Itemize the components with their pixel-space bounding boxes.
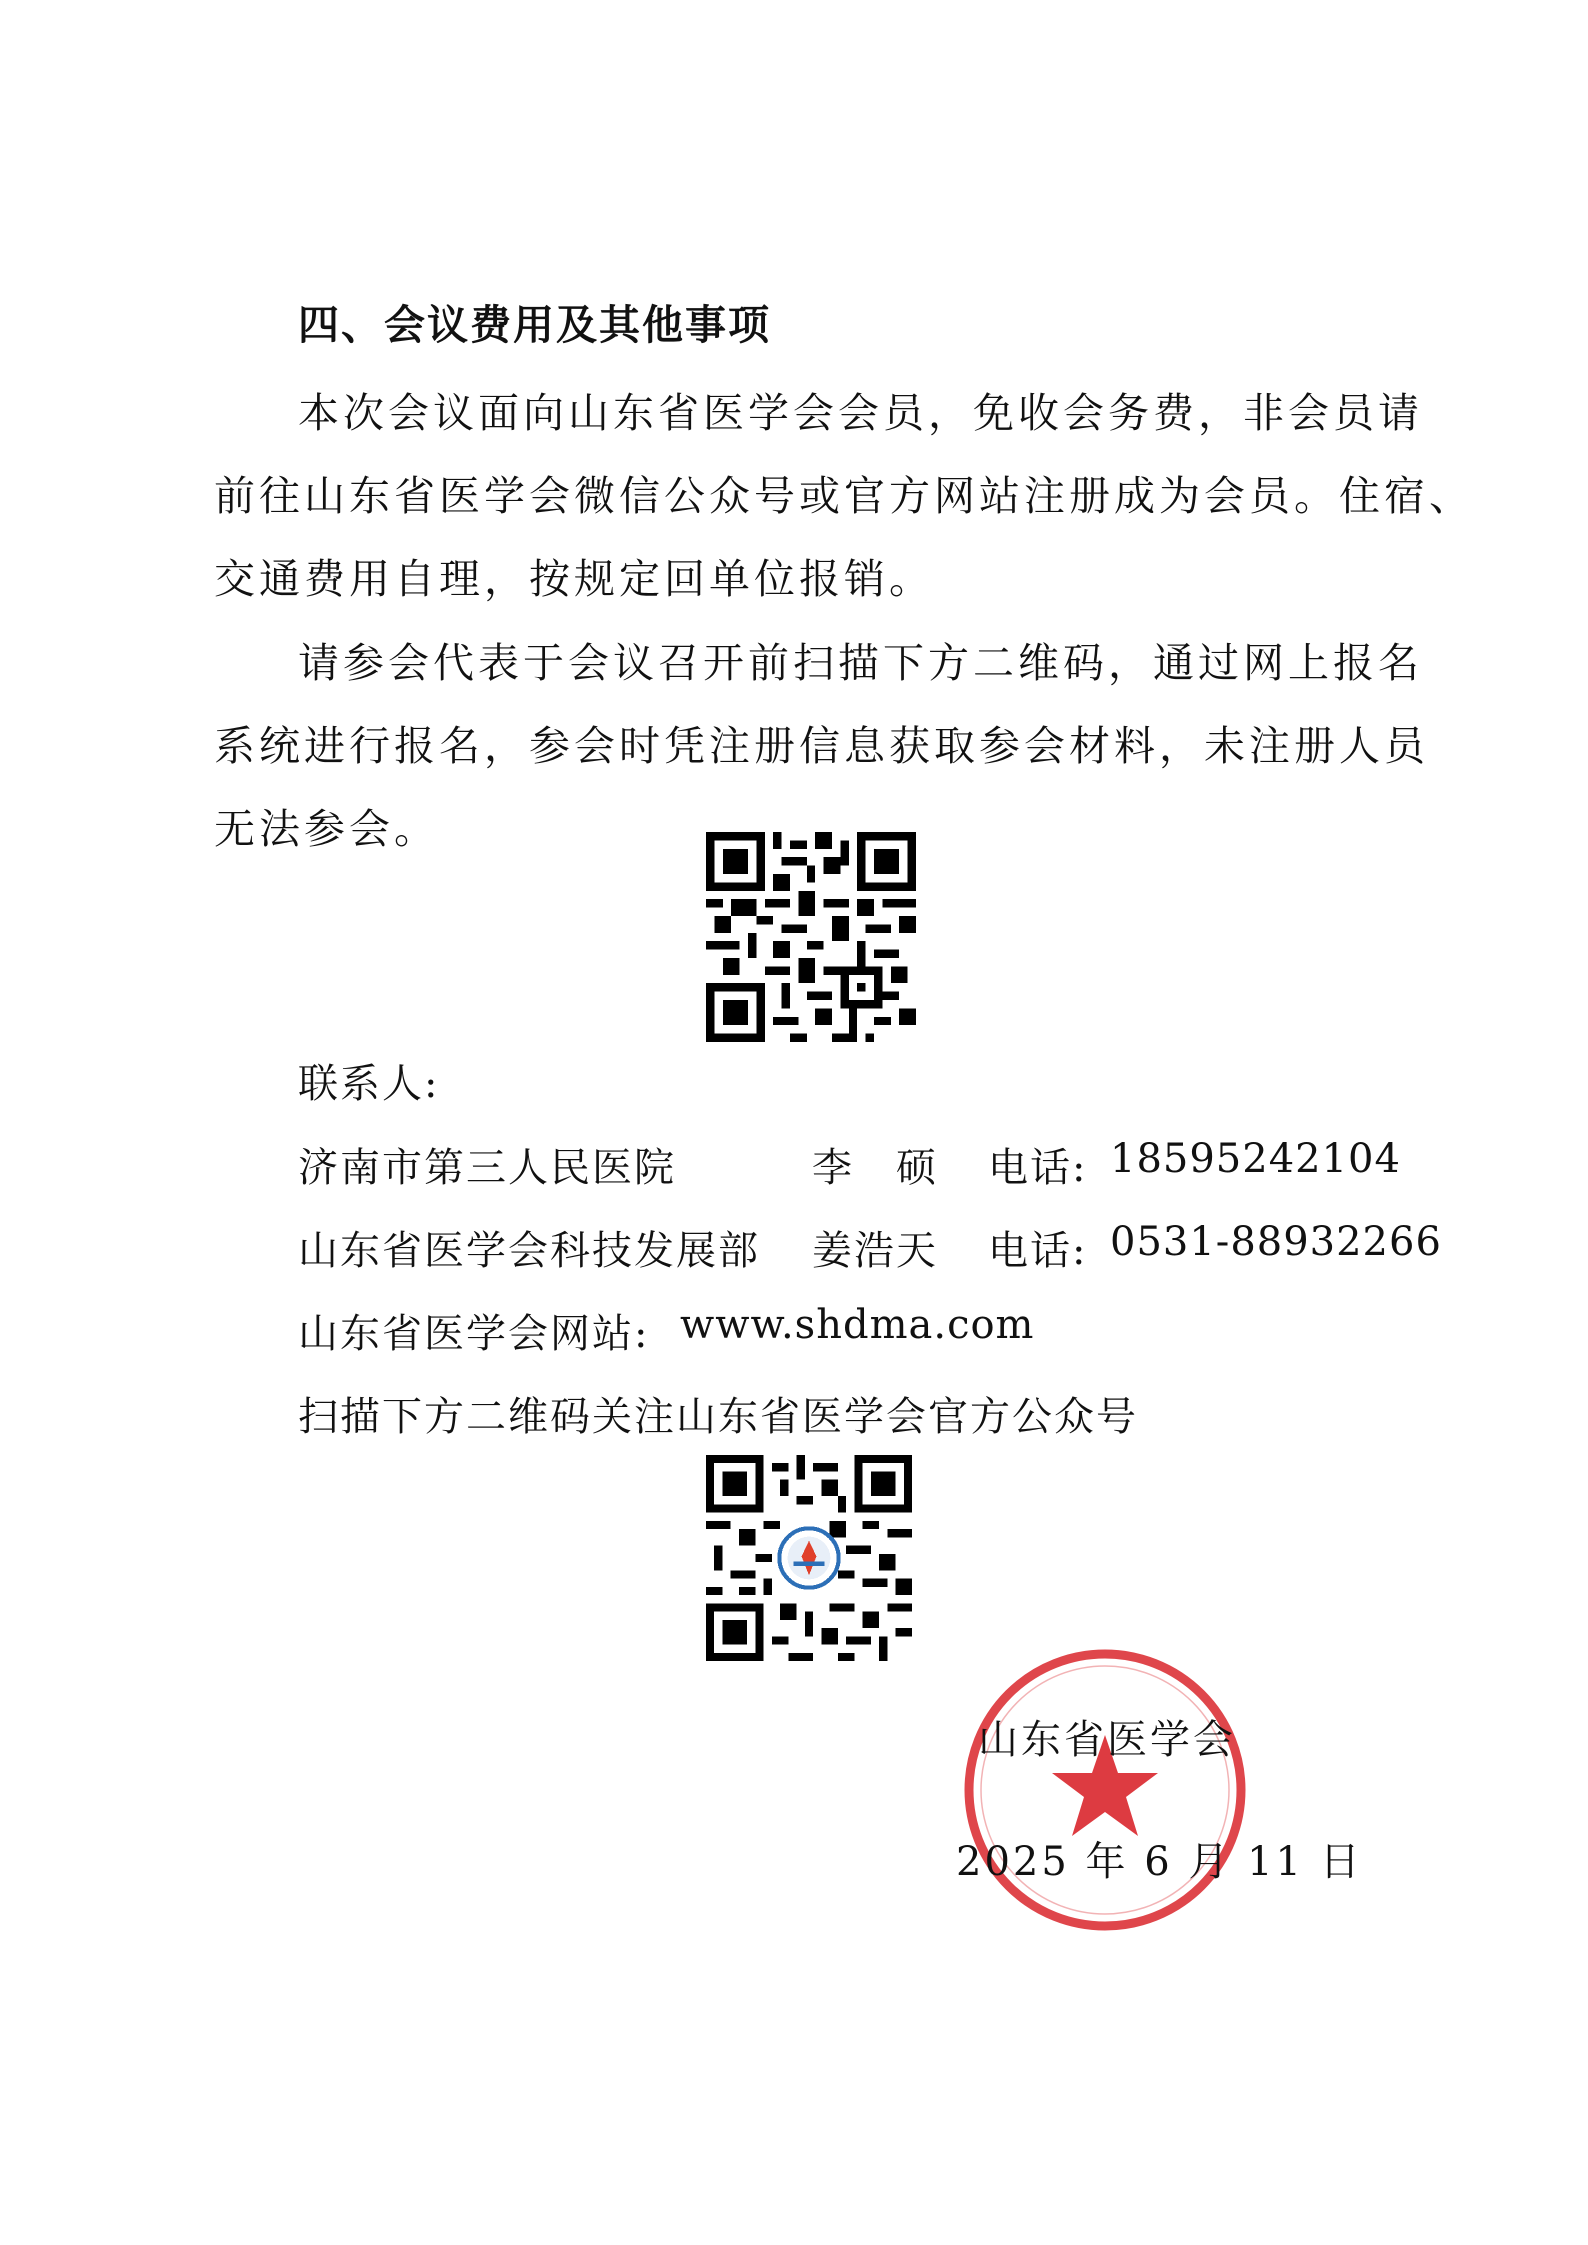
contact-row-1-name: 李 硕 [812,1145,938,1191]
contact-row-1-phone-label: 电话: [988,1145,1088,1191]
official-account-note: 扫描下方二维码关注山东省医学会官方公众号 [298,1394,1138,1440]
paragraph-1-line-3: 交通费用自理，按规定回单位报销。 [214,555,934,603]
paragraph-1-line-2: 前往山东省医学会微信公众号或官方网站注册成为会员。住宿、 [214,472,1474,520]
section-heading: 四、会议费用及其他事项 [298,301,771,349]
website-link[interactable]: www.shdma.com [680,1302,1035,1348]
contact-row-2-name: 姜浩天 [812,1228,938,1274]
website-label: 山东省医学会网站: [298,1311,650,1357]
paragraph-2-line-1: 请参会代表于会议召开前扫描下方二维码，通过网上报名 [298,639,1423,687]
signature-date: 2025 年 6 月 11 日 [956,1839,1363,1885]
registration-qr-code[interactable] [706,832,916,1042]
contact-row-1-org: 济南市第三人民医院 [298,1145,676,1191]
paragraph-2-line-3: 无法参会。 [214,805,439,853]
official-account-qr-code[interactable] [706,1455,912,1661]
contact-label: 联系人: [298,1061,440,1107]
contact-row-2-phone: 0531-88932266 [1110,1219,1442,1265]
contact-row-2-phone-label: 电话: [988,1228,1088,1274]
contact-row-1-phone: 18595242104 [1110,1136,1401,1182]
official-seal [955,1640,1255,1940]
paragraph-2-line-2: 系统进行报名，参会时凭注册信息获取参会材料，未注册人员 [214,722,1429,770]
contact-row-2-org: 山东省医学会科技发展部 [298,1228,760,1274]
paragraph-1-line-1: 本次会议面向山东省医学会会员，免收会务费，非会员请 [298,389,1423,437]
signature-org: 山东省医学会 [978,1717,1236,1763]
